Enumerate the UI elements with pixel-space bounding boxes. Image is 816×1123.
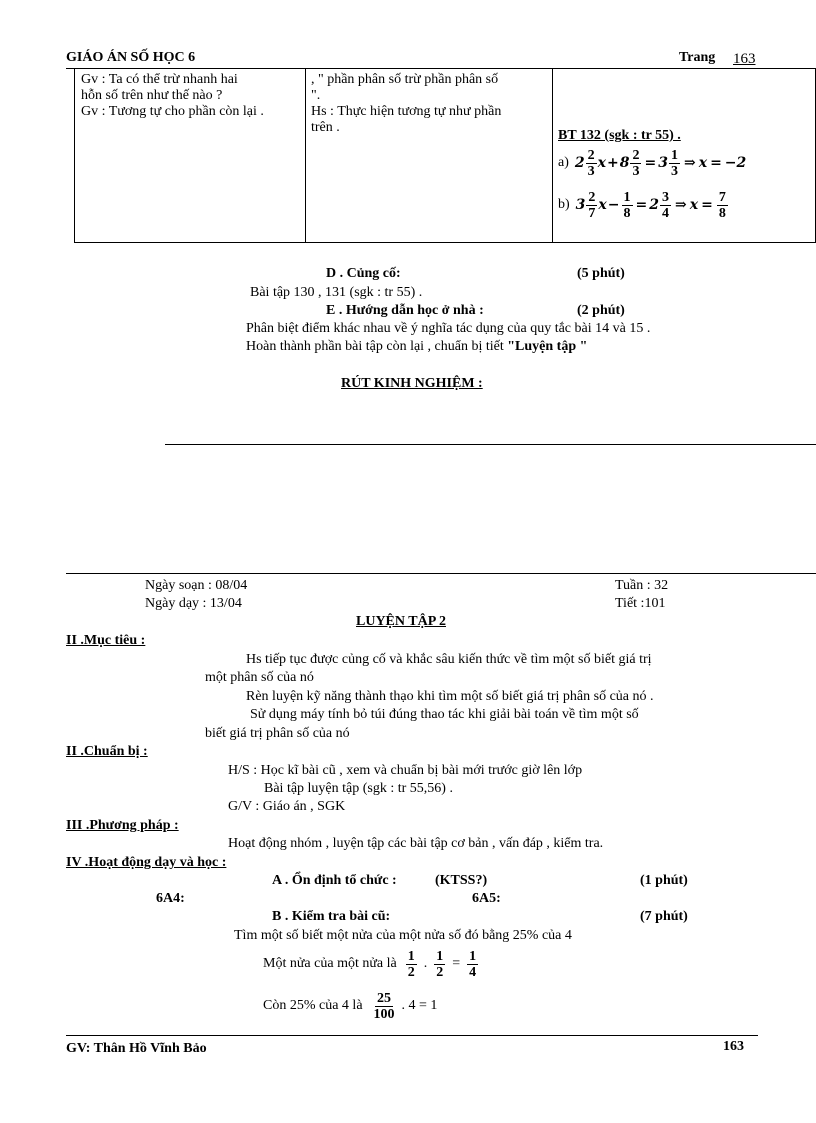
eq-term: x — [597, 155, 606, 171]
objective-line: một phân số của nó — [205, 670, 314, 685]
homework-line-1: Phân biệt điểm khác nhau về ý nghĩa tác dụng của quy tắc bài 14 và 15 . — [246, 321, 651, 336]
fraction: $\frac{2}{7}$ — [588, 189, 596, 221]
eq-term: 8 — [619, 155, 630, 171]
experience-line — [165, 444, 816, 445]
class-6a5: 6A5: — [472, 891, 501, 906]
eq-term: = — [635, 197, 648, 213]
organization-time: (1 phút) — [640, 873, 688, 888]
table-text: ". — [311, 88, 321, 103]
review-time: (7 phút) — [640, 909, 688, 924]
student-column — [311, 72, 501, 136]
method-text: Hoạt động nhóm , luyện tập các bài tập cơ bản , vấn đáp , kiểm tra. — [228, 836, 604, 851]
eq-label: a) — [558, 155, 569, 170]
fraction: $\frac{7}{8}$ — [718, 189, 726, 221]
fraction: $\frac{1}{4}$ — [469, 948, 477, 980]
homework-title: E . Hướng dẫn học ở nhà : — [326, 303, 484, 318]
table-text: , " phần phân số trừ phần phân số — [311, 72, 499, 87]
homework-time: (2 phút) — [577, 303, 625, 318]
homework-text: Hoàn thành phần bài tập còn lại , chuẩn bị tiết — [246, 339, 508, 354]
preparation-line: Bài tập luyện tập (sgk : tr 55,56) . — [264, 781, 453, 796]
class-6a4: 6A4: — [156, 891, 185, 906]
exercise-title: BT 132 (sgk : tr 55) . — [558, 128, 681, 143]
objective-line: Rèn luyện kỹ năng thành thạo khi tìm một số biết giá trị phân số của nó . — [246, 689, 654, 704]
homework-bold: "Luyện tập " — [507, 339, 588, 354]
equation-a — [558, 144, 746, 182]
lesson-title: LUYỆN TẬP 2 — [356, 614, 446, 629]
activities-heading: IV .Hoạt động dạy và học : — [66, 855, 227, 870]
page-label: Trang — [679, 50, 716, 65]
table-divider-1 — [305, 69, 306, 242]
footer-teacher: GV: Thân Hồ Vĩnh Bảo — [66, 1041, 207, 1056]
fraction: $\frac{2}{3}$ — [632, 147, 640, 179]
preparation-line: G/V : Giáo án , SGK — [228, 799, 346, 814]
eq-term: 3 — [658, 155, 668, 171]
week: Tuần : 32 — [615, 578, 669, 593]
table-text: Gv : Tương tự cho phần còn lại . — [81, 104, 264, 119]
fraction: $\frac{1}{2}$ — [436, 948, 444, 980]
preparation-line: H/S : Học kĩ bài cũ , xem và chuẩn bị bài mới trước giờ lên lớp — [228, 763, 583, 778]
table-text: hỗn số trên như thế nào ? — [81, 88, 223, 103]
method-heading: III .Phương pháp : — [66, 818, 179, 833]
eq-term: = — [644, 155, 657, 171]
objective-line: Sử dụng máy tính bỏ túi đúng thao tác khi giải bài toán về tìm một số — [250, 707, 639, 722]
fraction: $\frac{1}{2}$ — [407, 948, 415, 980]
consolidation-time: (5 phút) — [577, 266, 625, 281]
table-text: trên . — [311, 120, 340, 135]
table-text: Gv : Ta có thể trừ nhanh hai — [81, 72, 238, 87]
prep-date: Ngày soạn : 08/04 — [145, 578, 248, 593]
fraction: $\frac{1}{8}$ — [623, 189, 631, 221]
footer-page-number: 163 — [723, 1039, 744, 1054]
footer-rule — [66, 1035, 758, 1036]
eq-term: 2 — [649, 197, 659, 213]
expr-text: = — [452, 956, 461, 971]
fraction: $\frac{25}{100}$ — [373, 990, 395, 1022]
teach-date: Ngày dạy : 13/04 — [145, 596, 242, 611]
objective-line: biết giá trị phân số của nó — [205, 726, 350, 741]
teacher-column — [81, 72, 264, 120]
eq-term: ⇒ — [675, 197, 687, 213]
table-text: Hs : Thực hiện tương tự như phần — [311, 104, 502, 119]
fraction: $\frac{1}{3}$ — [670, 147, 678, 179]
eq-term: + — [607, 155, 619, 171]
eq-term: x — [698, 155, 708, 171]
expr-text: . 4 = 1 — [401, 998, 438, 1013]
homework-line-2 — [246, 339, 587, 355]
fraction: $\frac{2}{3}$ — [587, 147, 595, 179]
eq-term: x — [689, 197, 699, 213]
expr-text: Một nửa của một nửa là — [263, 956, 397, 971]
review-question: Tìm một số biết một nửa của một nửa số đó bằng 25% của 4 — [234, 928, 572, 943]
section-rule — [66, 573, 816, 574]
eq-term: = — [701, 197, 713, 213]
eq-label: b) — [558, 197, 570, 212]
objective-line: Hs tiếp tục được củng cố và khắc sâu kiến thức về tìm một số biết giá trị — [246, 652, 652, 667]
eq-term: − — [607, 197, 620, 213]
review-title: B . Kiểm tra bài cũ: — [272, 909, 391, 924]
consolidation-text: Bài tập 130 , 131 (sgk : tr 55) . — [250, 285, 423, 300]
equation-b — [558, 186, 729, 224]
objectives-heading: II .Mục tiêu : — [66, 633, 146, 648]
eq-term: x — [598, 197, 607, 213]
eq-term: ⇒ — [683, 155, 696, 171]
consolidation-title: D . Củng cố: — [326, 266, 401, 281]
table-divider-2 — [552, 69, 553, 242]
organization-ktss: (KTSS?) — [435, 873, 488, 888]
fraction: $\frac{3}{4}$ — [662, 189, 669, 221]
organization-title: A . Ổn định tổ chức : — [272, 873, 397, 888]
page-number-header: 163 — [733, 51, 756, 67]
expr-text: Còn 25% của 4 là — [263, 998, 363, 1013]
eq-term: 2 — [574, 155, 585, 171]
period: Tiết :101 — [615, 596, 666, 611]
half-expression — [263, 944, 479, 984]
eq-term: = — [710, 155, 722, 171]
expr-text: . — [423, 956, 428, 971]
eq-term: 3 — [575, 197, 586, 213]
document-title: GIÁO ÁN SỐ HỌC 6 — [66, 50, 196, 65]
percent-expression — [263, 986, 437, 1026]
eq-term: −2 — [724, 155, 747, 171]
preparation-heading: II .Chuẩn bị : — [66, 744, 148, 759]
experience-heading: RÚT KINH NGHIỆM : — [341, 376, 483, 391]
